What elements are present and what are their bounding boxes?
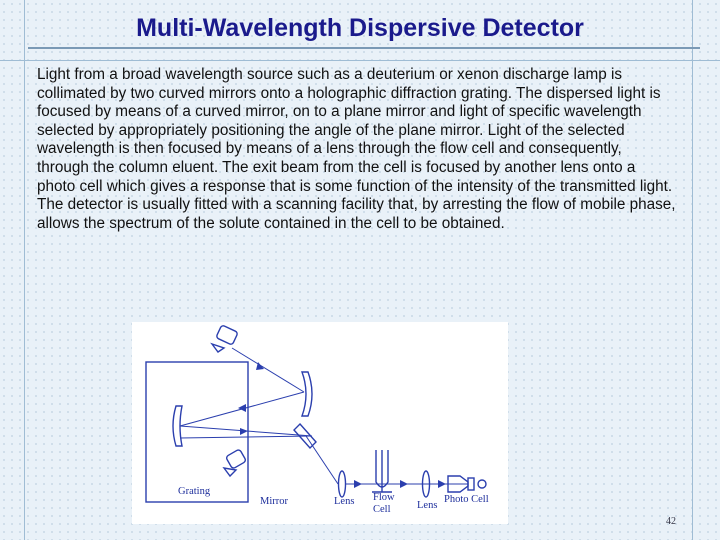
flow-cell-icon xyxy=(372,450,392,492)
lens-1-label: Lens xyxy=(334,496,355,507)
beam-direction-arrows xyxy=(238,362,446,488)
title-underline xyxy=(28,47,700,49)
flow-cell-label-line1: Flow xyxy=(373,492,395,503)
detector-housing-box xyxy=(146,362,248,502)
optics-diagram-svg xyxy=(132,322,508,524)
mirror-label: Mirror xyxy=(260,496,288,507)
detector-optics-diagram xyxy=(132,322,508,524)
flow-cell-label-line2: Cell xyxy=(373,504,391,515)
lens-1-icon xyxy=(339,471,346,497)
lamp-source-icon xyxy=(224,449,246,476)
decorative-line-right xyxy=(692,0,693,540)
page-number: 42 xyxy=(666,516,676,527)
slide-title: Multi-Wavelength Dispersive Detector xyxy=(136,14,584,42)
lens-2-label: Lens xyxy=(417,500,438,511)
lamp-source-icon xyxy=(212,325,238,352)
decorative-line-top xyxy=(0,60,720,61)
decorative-line-left xyxy=(24,0,25,540)
light-beam-path xyxy=(180,348,468,484)
photo-cell-label: Photo Cell xyxy=(444,494,489,505)
grating-label: Grating xyxy=(178,486,211,497)
curved-mirror-icon xyxy=(302,372,312,416)
body-paragraph: Light from a broad wavelength source such as a deuterium or xenon discharge lamp is collimated by two curved mirrors onto a holographic diffraction grating. The dispersed light is focused by means of a curved mirror, on to a plane mirror and light of specific wavelength selected by appropriately positioning the angle of the plane mirror. Light of the selected wavelength is then focused by means of a lens through the flow cell and consequently, through the column eluent. The exit beam from the cell is focused by another lens onto a photo cell which gives a response that is some function of the intensity of the transmitted light. The detector is usually fitted with a scanning facility that, by arresting the flow of mobile phase, allows the spectrum of the solute contained in the cell to be obtained. xyxy=(37,66,676,232)
